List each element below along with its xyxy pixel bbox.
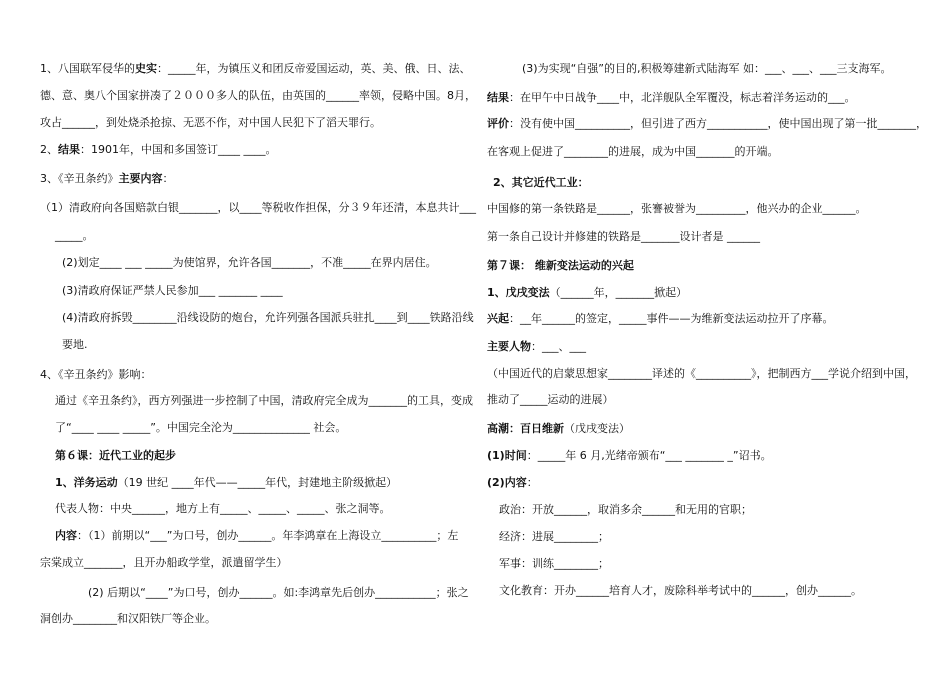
left-line-6-segment-1: （1）清政府向各国赔款白银_______，以____等税收作担保，分３９年还清，本息共计___ xyxy=(40,201,476,214)
right-text-line-18 xyxy=(499,530,609,544)
right-line-4-segment-1: 在客观上促进了________的进展，成为中国_______的开端。 xyxy=(487,145,779,158)
right-line-9-segment-2: （______年，_______掀起） xyxy=(549,286,688,299)
left-text-line-16 xyxy=(55,476,397,490)
left-text-line-20 xyxy=(88,586,469,600)
left-line-16-segment-2: （19 世纪 ____年代——_____年代，封建地主阶级掀起） xyxy=(117,476,398,489)
right-text-line-5 xyxy=(493,176,589,190)
left-line-12-segment-1: 4、《辛丑条约》影响： xyxy=(40,368,152,381)
right-line-11-segment-2: ：___、___ xyxy=(531,340,586,353)
left-line-20-segment-1: (2) 后期以“____”为口号，创办______。如:李鸿章先后创办___________；张之 xyxy=(88,586,469,599)
right-text-line-15 xyxy=(487,449,772,463)
right-text-line-12 xyxy=(487,367,916,381)
right-line-9-segment-1: 1、戊戌变法 xyxy=(487,286,550,299)
left-text-line-8 xyxy=(62,256,437,270)
right-text-line-16 xyxy=(487,476,538,490)
right-line-7-segment-1: 第一条自己设计并修建的铁路是_______设计者是 ______ xyxy=(487,230,760,243)
left-line-16-segment-1: 1、洋务运动 xyxy=(55,476,118,489)
left-line-1-segment-1: 1、八国联军侵华的 xyxy=(40,62,135,75)
right-line-12-segment-1: （中国近代的启蒙思想家________译述的《__________》，把制西方___学说介绍到中国， xyxy=(487,367,916,380)
right-text-line-10 xyxy=(487,312,834,326)
right-text-line-4 xyxy=(487,145,779,159)
left-text-line-1 xyxy=(40,62,471,76)
left-text-line-11 xyxy=(62,338,88,352)
left-line-13-segment-1: 通过《辛丑条约》，西方列强进一步控制了中国，清政府完全成为_______的工具，变成 xyxy=(55,394,473,407)
right-line-18-segment-1: 经济：进展________； xyxy=(499,530,609,543)
left-text-line-13 xyxy=(55,394,473,408)
left-text-line-19 xyxy=(40,556,288,570)
right-line-3-segment-1: 评价 xyxy=(487,117,509,130)
left-text-line-10 xyxy=(62,311,474,325)
left-line-10-segment-1: (4)清政府拆毁________沿线设防的炮台，允许列强各国派兵驻扎____到____铁路沿线 xyxy=(62,311,474,324)
left-text-line-21 xyxy=(40,612,216,626)
right-line-13-segment-1: 推动了_____运动的进展） xyxy=(487,393,614,406)
right-line-2-segment-2: ：在甲午中日战争____中，北洋舰队全军覆没，标志着洋务运动的___。 xyxy=(509,91,856,104)
left-text-line-4 xyxy=(40,143,277,157)
left-text-line-18 xyxy=(55,529,458,543)
right-text-line-7 xyxy=(487,230,760,244)
left-text-line-3 xyxy=(40,116,381,130)
right-line-6-segment-1: 中国修的第一条铁路是______，张謇被誉为_________，他兴办的企业______。 xyxy=(487,202,867,215)
right-text-line-19 xyxy=(499,557,609,571)
left-text-line-7 xyxy=(55,229,94,243)
right-line-3-segment-2: ：没有使中国__________，但引进了西方___________，使中国出现了第一批_______， xyxy=(509,117,927,130)
right-line-14-segment-1: 高潮：百日维新 xyxy=(487,422,564,435)
left-line-5-segment-3: ： xyxy=(162,172,174,185)
right-line-8-segment-1: 第７课： 维新变法运动的兴起 xyxy=(487,259,634,272)
left-line-5-segment-1: 3、《辛丑条约》 xyxy=(40,172,119,185)
left-line-7-segment-1: _____。 xyxy=(55,229,94,242)
left-line-11-segment-1: 要地. xyxy=(62,338,88,351)
left-line-5-segment-2: 主要内容 xyxy=(118,172,163,185)
right-line-16-segment-2: ： xyxy=(526,476,538,489)
right-text-line-1 xyxy=(522,62,891,76)
right-text-line-11 xyxy=(487,340,586,354)
right-text-line-3 xyxy=(487,117,927,131)
left-text-line-9 xyxy=(62,284,283,298)
right-line-19-segment-1: 军事：训练________； xyxy=(499,557,609,570)
left-line-19-segment-1: 宗棠成立_______，且开办船政学堂，派遣留学生） xyxy=(40,556,288,569)
right-line-15-segment-2: ：_____年 6 月,光绪帝颁布“___ _______ _”诏书。 xyxy=(526,449,772,462)
left-line-1-segment-3: ：_____年，为镇压义和团反帝爱国运动，英、美、俄、日、法、 xyxy=(157,62,471,75)
left-line-18-segment-1: 内容 xyxy=(55,529,77,542)
left-line-4-segment-2: 结果 xyxy=(58,143,80,156)
left-line-9-segment-1: (3)清政府保证严禁人民参加___ _______ ____ xyxy=(62,284,283,297)
left-line-2-segment-1: 德、意、奥八个国家拼凑了２０００多人的队伍，由英国的______率领，侵略中国。8月， xyxy=(40,89,476,102)
left-text-line-12 xyxy=(40,368,152,382)
right-line-5-segment-1: 2、其它近代工业： xyxy=(493,176,589,189)
right-line-14-segment-2: （戊戌变法） xyxy=(564,422,630,435)
right-text-line-9 xyxy=(487,286,687,300)
left-line-15-segment-1: 第６课：近代工业的起步 xyxy=(55,449,176,462)
left-line-8-segment-1: (2)划定____ ___ _____为使馆界，允许各国_______，不准_____在界内居住。 xyxy=(62,256,437,269)
left-line-4-segment-3: ：1901年，中国和多国签订____ ____。 xyxy=(80,143,277,156)
right-text-line-20 xyxy=(499,584,862,598)
right-line-17-segment-1: 政治：开放______，取消多余______和无用的官职； xyxy=(499,503,752,516)
right-text-line-14 xyxy=(487,422,630,436)
right-text-line-17 xyxy=(499,503,752,517)
left-text-line-17 xyxy=(55,502,391,516)
left-text-line-14 xyxy=(55,421,346,435)
left-text-line-5 xyxy=(40,172,174,186)
left-text-line-6 xyxy=(40,201,476,215)
right-line-11-segment-1: 主要人物 xyxy=(487,340,531,353)
right-line-20-segment-1: 文化教育：开办______培育人才，废除科举考试中的______，创办______。 xyxy=(499,584,862,597)
right-line-16-segment-1: (2)内容 xyxy=(487,476,527,489)
right-text-line-13 xyxy=(487,393,614,407)
left-line-3-segment-1: 攻占______，到处烧杀抢掠、无恶不作，对中国人民犯下了滔天罪行。 xyxy=(40,116,381,129)
left-line-21-segment-1: 洞创办________和汉阳铁厂等企业。 xyxy=(40,612,216,625)
left-line-14-segment-1: 了“____ ____ _____”。中国完全沦为______________ 社会。 xyxy=(55,421,347,434)
left-line-17-segment-1: 代表人物：中央______，地方上有_____、_____、_____、张之洞等。 xyxy=(55,502,391,515)
right-text-line-8 xyxy=(487,259,634,273)
right-text-line-2 xyxy=(487,91,856,105)
left-line-18-segment-2: ：（1）前期以“___”为口号，创办______。年李鸿章在上海设立__________；左 xyxy=(77,529,459,542)
left-text-line-15 xyxy=(55,449,176,463)
right-line-15-segment-1: (1)时间 xyxy=(487,449,527,462)
right-line-10-segment-2: ：__年______的签定，_____事件——为维新变法运动拉开了序幕。 xyxy=(509,312,834,325)
right-line-10-segment-1: 兴起 xyxy=(487,312,509,325)
right-text-line-6 xyxy=(487,202,867,216)
left-text-line-2 xyxy=(40,89,476,103)
right-line-1-segment-1: (3)为实现“自强”的目的,积极筹建新式陆海军 如：___、___、___三支海军。 xyxy=(522,62,892,75)
left-line-4-segment-1: 2、 xyxy=(40,143,58,156)
left-line-1-segment-2: 史实 xyxy=(135,62,157,75)
right-line-2-segment-1: 结果 xyxy=(487,91,509,104)
